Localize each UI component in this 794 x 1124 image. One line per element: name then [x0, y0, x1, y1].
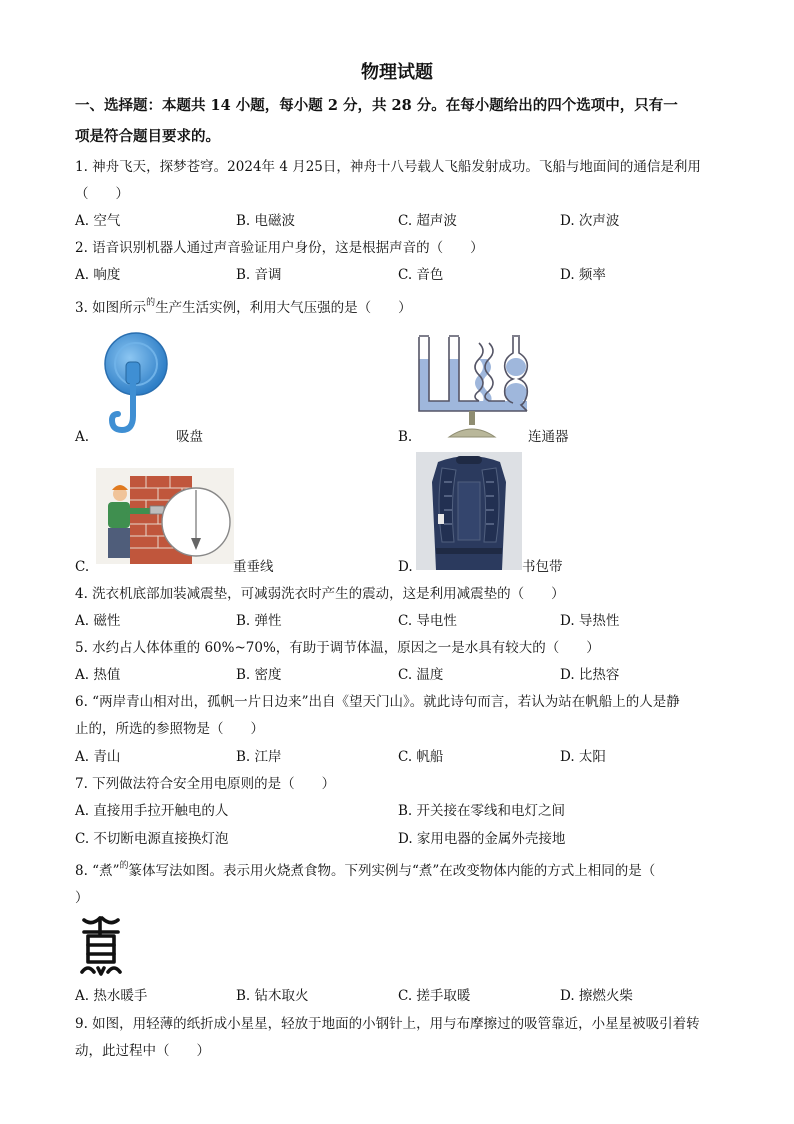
q8-stem-post: 篆体写法如图。表示用火烧煮食物。下列实例与“煮”在改变物体内能的方式上相同的是（	[128, 863, 656, 879]
q6-stem-line1: 6. “两岸青山相对出，孤帆一片日边来”出自《望天门山》。就此诗句而言，若认为站在帆船上的人是静	[75, 694, 680, 710]
q7-option-b[interactable]: B. 开关接在零线和电灯之间	[398, 803, 566, 819]
q1-option-c[interactable]: C. 超声波	[398, 213, 457, 229]
q7-option-a[interactable]: A. 直接用手拉开触电的人	[75, 803, 229, 819]
q6-stem-line2: 止的，所选的参照物是（ ）	[75, 721, 264, 737]
q3-option-c-letter[interactable]: C.	[75, 559, 90, 575]
q7-option-c[interactable]: C. 不切断电源直接换灯泡	[75, 831, 229, 847]
seal-script-zhu-glyph	[78, 914, 124, 978]
q3-option-d-letter[interactable]: D.	[398, 559, 413, 575]
q3-option-b-label: 连通器	[528, 429, 569, 445]
q5-option-b[interactable]: B. 密度	[236, 667, 282, 683]
q3-stem	[75, 299, 412, 319]
q2-option-d[interactable]: D. 频率	[560, 267, 606, 283]
q2-option-a[interactable]: A. 响度	[75, 267, 121, 283]
q2-stem: 2. 语音识别机器人通过声音验证用户身份，这是根据声音的（ ）	[75, 240, 484, 256]
q4-option-a[interactable]: A. 磁性	[75, 613, 121, 629]
page-title: 物理试题	[361, 62, 433, 83]
q4-stem: 4. 洗衣机底部加装减震垫，可减弱洗衣时产生的震动，这是利用减震垫的（ ）	[75, 586, 565, 602]
q3-option-b-letter[interactable]: B.	[398, 429, 413, 445]
q4-option-d[interactable]: D. 导热性	[560, 613, 620, 629]
q2-option-b[interactable]: B. 音调	[236, 267, 282, 283]
q8-stem-pre: 8. “煮”	[75, 863, 120, 879]
q6-option-a[interactable]: A. 青山	[75, 749, 121, 765]
q8-option-b[interactable]: B. 钻木取火	[236, 988, 309, 1004]
q9-stem-line2: 动，此过程中（ ）	[75, 1043, 210, 1059]
suction-cup-hook-icon	[100, 330, 170, 438]
bricklayer-plumb-line-icon	[96, 468, 234, 564]
q1-option-d[interactable]: D. 次声波	[560, 213, 620, 229]
q6-option-d[interactable]: D. 太阳	[560, 749, 606, 765]
q3-stem-small: 的	[146, 298, 156, 308]
q8-option-c[interactable]: C. 搓手取暖	[398, 988, 471, 1004]
q3-option-d-label: 书包带	[522, 559, 563, 575]
q8-option-d[interactable]: D. 擦燃火柴	[560, 988, 633, 1004]
q5-option-d[interactable]: D. 比热容	[560, 667, 620, 683]
q2-option-c[interactable]: C. 音色	[398, 267, 444, 283]
q6-option-b[interactable]: B. 江岸	[236, 749, 282, 765]
section-heading-line2: 项是符合题目要求的。	[75, 128, 220, 145]
q5-option-a[interactable]: A. 热值	[75, 667, 121, 683]
q8-option-a[interactable]: A. 热水暖手	[75, 988, 148, 1004]
connected-vessel-icon	[413, 333, 535, 441]
q9-stem-line1: 9. 如图，用轻薄的纸折成小星星，轻放于地面的小钢针上，用与布摩擦过的吸管靠近，小星星被吸引着转	[75, 1016, 700, 1032]
q1-stem-line2: （ ）	[75, 186, 129, 202]
q5-stem: 5. 水约占人体体重的 60%~70%，有助于调节体温，原因之一是水具有较大的（ ）	[75, 640, 600, 656]
q7-option-d[interactable]: D. 家用电器的金属外壳接地	[398, 831, 566, 847]
q1-option-b[interactable]: B. 电磁波	[236, 213, 296, 229]
q1-stem-line1: 1. 神舟飞天，探梦苍穹。2024年 4 月25日，神舟十八号载人飞船发射成功。飞船与地面间的通信是利用	[75, 159, 701, 175]
q7-stem: 7. 下列做法符合安全用电原则的是（ ）	[75, 776, 336, 792]
q4-option-b[interactable]: B. 弹性	[236, 613, 282, 629]
q8-stem	[75, 862, 655, 882]
q1-option-a[interactable]: A. 空气	[75, 213, 121, 229]
section-heading-line1: 一、选择题：本题共 14 小题，每小题 2 分，共 28 分。在每小题给出的四个选项中，只有一	[75, 97, 678, 114]
q4-option-c[interactable]: C. 导电性	[398, 613, 457, 629]
q5-option-c[interactable]: C. 温度	[398, 667, 444, 683]
backpack-icon	[416, 452, 522, 570]
q3-option-a-letter[interactable]: A.	[75, 429, 90, 445]
q8-stem-small: 的	[119, 861, 129, 871]
q6-option-c[interactable]: C. 帆船	[398, 749, 444, 765]
q3-stem-pre: 3. 如图所示	[75, 300, 147, 316]
q3-option-a-label: 吸盘	[176, 429, 203, 445]
q3-option-c-label: 重垂线	[233, 559, 274, 575]
q8-stem-line2: ）	[75, 890, 89, 906]
q3-stem-post: 生产生活实例，利用大气压强的是（ ）	[155, 300, 412, 316]
